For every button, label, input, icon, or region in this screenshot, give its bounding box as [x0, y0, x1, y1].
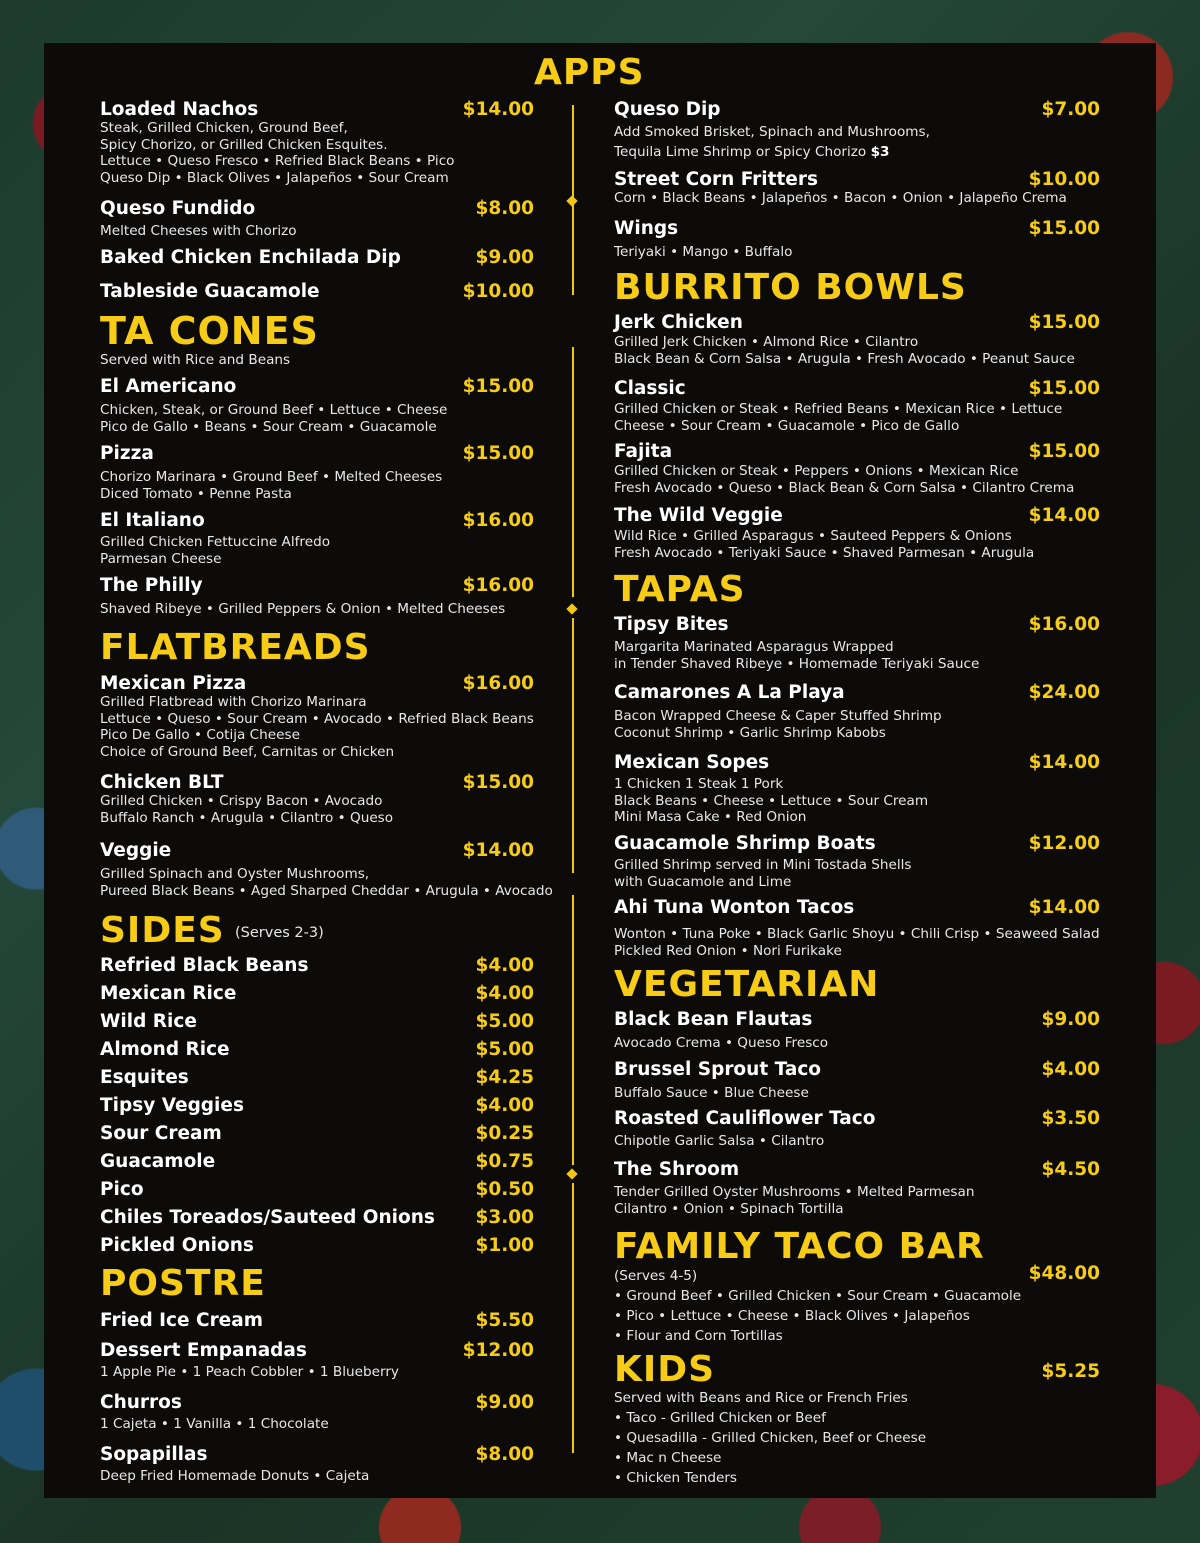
- item-price: $4.25: [475, 1067, 534, 1088]
- item-price: $10.00: [462, 281, 534, 302]
- item-description: [614, 334, 1075, 367]
- description-line: Lettuce • Queso • Sour Cream • Avocado • Refried Black Beans: [100, 710, 534, 727]
- item-name: Street Corn Fritters: [614, 169, 818, 190]
- column-divider: [572, 895, 574, 1165]
- item-description: [100, 402, 447, 435]
- description-line: Steak, Grilled Chicken, Ground Beef,: [100, 120, 348, 136]
- item-name: Dessert Empanadas: [100, 1340, 307, 1361]
- item-name: Mexican Rice: [100, 983, 237, 1004]
- item-price: $14.00: [1028, 897, 1100, 918]
- description-text: Tequila Lime Shrimp or Spicy Chorizo: [614, 144, 867, 160]
- item-description: [100, 469, 442, 502]
- description-line: Spicy Chorizo, or Grilled Chicken Esquites.: [100, 136, 388, 153]
- item-description: [614, 190, 1067, 207]
- item-name: Tipsy Bites: [614, 614, 729, 635]
- description-line: Fresh Avocado • Queso • Black Bean & Corn Salsa • Cilantro Crema: [614, 479, 1075, 496]
- description-line: Buffalo Ranch • Arugula • Cilantro • Queso: [100, 809, 394, 826]
- section-heading-family-taco-bar: FAMILY TACO BAR: [614, 1226, 985, 1267]
- item-name: Sour Cream: [100, 1123, 222, 1144]
- column-divider: [572, 618, 574, 873]
- item-price: $14.00: [462, 840, 534, 861]
- description-line: Diced Tomato • Penne Pasta: [100, 485, 292, 502]
- description-line: Melted Cheeses with Chorizo: [100, 223, 297, 239]
- section-heading-kids: KIDS: [614, 1349, 716, 1390]
- item-description: [614, 1184, 974, 1217]
- description-line: • Taco - Grilled Chicken or Beef: [614, 1410, 826, 1426]
- item-name: Baked Chicken Enchilada Dip: [100, 247, 401, 268]
- section-heading-ta-cones: TA CONES: [100, 309, 319, 353]
- description-line: Grilled Jerk Chicken • Almond Rice • Cilantro: [614, 334, 919, 350]
- item-name: Fried Ice Cream: [100, 1310, 263, 1331]
- item-name: Esquites: [100, 1067, 189, 1088]
- item-name: Queso Fundido: [100, 198, 256, 219]
- item-price: $14.00: [462, 99, 534, 120]
- description-line: Cheese • Sour Cream • Guacamole • Pico de Gallo: [614, 417, 960, 434]
- item-price: $0.75: [475, 1151, 534, 1172]
- item-name: Tableside Guacamole: [100, 281, 320, 302]
- description-line: (Serves 4-5): [614, 1268, 698, 1284]
- item-description: [614, 926, 1100, 959]
- item-price: $9.00: [475, 1392, 534, 1413]
- item-name: Loaded Nachos: [100, 99, 259, 120]
- section-heading-flatbreads: FLATBREADS: [100, 627, 371, 668]
- item-name: Guacamole: [100, 1151, 216, 1172]
- column-divider: [572, 347, 574, 597]
- item-name: Wings: [614, 218, 679, 239]
- item-name: Classic: [614, 378, 686, 399]
- item-price: $15.00: [462, 772, 534, 793]
- item-price: $16.00: [462, 673, 534, 694]
- description-line: Coconut Shrimp • Garlic Shrimp Kabobs: [614, 724, 886, 741]
- item-price: $0.25: [475, 1123, 534, 1144]
- item-name: Mexican Pizza: [100, 673, 247, 694]
- item-price: $12.00: [1028, 833, 1100, 854]
- item-description: [614, 857, 911, 890]
- description-line: Teriyaki • Mango • Buffalo: [614, 244, 793, 260]
- description-line: Pureed Black Beans • Aged Sharped Cheddar • Arugula • Avocado: [100, 882, 553, 899]
- item-price: $15.00: [1028, 218, 1100, 239]
- column-divider: [572, 1183, 574, 1453]
- description-line: • Mac n Cheese: [614, 1450, 722, 1466]
- item-price: $1.00: [475, 1235, 534, 1256]
- description-line: • Ground Beef • Grilled Chicken • Sour Cream • Guacamole: [614, 1288, 1022, 1304]
- description-line: Wild Rice • Grilled Asparagus • Sauteed Peppers & Onions: [614, 528, 1012, 544]
- divider-diamond: [566, 1168, 577, 1179]
- item-price: $0.50: [475, 1179, 534, 1200]
- addon-price: $3: [870, 144, 890, 160]
- item-description: [100, 793, 393, 826]
- description-line: Pico De Gallo • Cotija Cheese: [100, 727, 300, 744]
- item-name: Camarones A La Playa: [614, 682, 845, 703]
- description-line: • Quesadilla - Grilled Chicken, Beef or Cheese: [614, 1430, 927, 1446]
- item-description: [100, 534, 330, 567]
- item-description: [100, 120, 455, 186]
- item-price: $16.00: [1028, 614, 1100, 635]
- item-price: $5.00: [475, 1011, 534, 1032]
- item-description: [100, 694, 534, 760]
- item-name: Queso Dip: [614, 99, 721, 120]
- item-name: Chiles Toreados/Sauteed Onions: [100, 1207, 435, 1228]
- description-line: Black Bean & Corn Salsa • Arugula • Fresh Avocado • Peanut Sauce: [614, 350, 1075, 367]
- item-price: $14.00: [1028, 752, 1100, 773]
- description-line: • Pico • Lettuce • Cheese • Black Olives • Jalapeños: [614, 1308, 970, 1324]
- item-name: Ahi Tuna Wonton Tacos: [614, 897, 855, 918]
- description-line: • Chicken Tenders: [614, 1470, 738, 1486]
- item-price: $12.00: [462, 1340, 534, 1361]
- item-price: $16.00: [462, 510, 534, 531]
- description-line: Deep Fried Homemade Donuts • Cajeta: [100, 1468, 370, 1484]
- item-description: [614, 463, 1074, 496]
- item-description: [100, 1416, 329, 1433]
- description-line: 1 Cajeta • 1 Vanilla • 1 Chocolate: [100, 1416, 329, 1432]
- item-price: $8.00: [475, 198, 534, 219]
- item-price: $4.00: [475, 955, 534, 976]
- family-taco-bar-price: $48.00: [1028, 1263, 1100, 1284]
- sides-serves-note: (Serves 2-3): [235, 925, 324, 941]
- item-price: $5.00: [475, 1039, 534, 1060]
- item-name: Veggie: [100, 840, 172, 861]
- item-price: $15.00: [462, 443, 534, 464]
- item-price: $7.00: [1041, 99, 1100, 120]
- item-description: [100, 223, 297, 240]
- description-line: Queso Dip • Black Olives • Jalapeños • Sour Cream: [100, 169, 449, 186]
- description-line: Margarita Marinated Asparagus Wrapped: [614, 639, 894, 655]
- item-price: $15.00: [462, 376, 534, 397]
- description-line: Grilled Chicken or Steak • Refried Beans • Mexican Rice • Lettuce: [614, 401, 1063, 417]
- item-name: Tipsy Veggies: [100, 1095, 244, 1116]
- description-line: Tender Grilled Oyster Mushrooms • Melted Parmesan: [614, 1184, 975, 1200]
- description-line: Pickled Red Onion • Nori Furikake: [614, 942, 842, 959]
- kids-price: $5.25: [1041, 1361, 1100, 1382]
- description-line: Add Smoked Brisket, Spinach and Mushrooms,: [614, 124, 930, 140]
- item-description: [614, 708, 942, 741]
- section-subtitle: Served with Rice and Beans: [100, 352, 291, 368]
- description-line: Avocado Crema • Queso Fresco: [614, 1035, 829, 1051]
- item-name: Roasted Cauliflower Taco: [614, 1108, 876, 1129]
- item-price: $15.00: [1028, 312, 1100, 333]
- item-description: [100, 866, 553, 899]
- item-description: [614, 1085, 809, 1102]
- description-line: Chicken, Steak, or Ground Beef • Lettuce • Cheese: [100, 402, 448, 418]
- item-price: $9.00: [475, 247, 534, 268]
- item-price: $24.00: [1028, 682, 1100, 703]
- item-name: Pickled Onions: [100, 1235, 254, 1256]
- item-price: $3.00: [475, 1207, 534, 1228]
- description-line: with Guacamole and Lime: [614, 873, 792, 890]
- item-description: [614, 122, 930, 162]
- kids-description: [614, 1388, 926, 1488]
- section-heading-apps: APPS: [534, 52, 645, 93]
- description-line: Bacon Wrapped Cheese & Caper Stuffed Shrimp: [614, 708, 942, 724]
- item-description: [614, 401, 1062, 434]
- item-name: Refried Black Beans: [100, 955, 309, 976]
- description-line: Lettuce • Queso Fresco • Refried Black Beans • Pico: [100, 153, 455, 170]
- section-heading-postre: POSTRE: [100, 1263, 266, 1304]
- item-price: $9.00: [1041, 1009, 1100, 1030]
- item-description: [614, 244, 792, 261]
- item-description: [100, 601, 505, 618]
- divider-diamond: [566, 195, 577, 206]
- item-description: [614, 776, 928, 826]
- section-heading-vegetarian: VEGETARIAN: [614, 964, 880, 1005]
- description-line: Grilled Shrimp served in Mini Tostada Shells: [614, 857, 912, 873]
- description-line: 1 Chicken 1 Steak 1 Pork: [614, 776, 784, 792]
- item-name: El Americano: [100, 376, 237, 397]
- item-name: Guacamole Shrimp Boats: [614, 833, 876, 854]
- item-name: El Italiano: [100, 510, 205, 531]
- description-line: Black Beans • Cheese • Lettuce • Sour Cream: [614, 792, 929, 809]
- item-description: [614, 1133, 824, 1150]
- item-name: Almond Rice: [100, 1039, 230, 1060]
- section-heading-sides: SIDES: [100, 910, 225, 951]
- item-price: $4.50: [1041, 1159, 1100, 1180]
- item-name: Pico: [100, 1179, 144, 1200]
- description-line: Cilantro • Onion • Spinach Tortilla: [614, 1200, 844, 1217]
- description-line: Wonton • Tuna Poke • Black Garlic Shoyu • Chili Crisp • Seaweed Salad: [614, 926, 1100, 942]
- description-line: Grilled Chicken • Crispy Bacon • Avocado: [100, 793, 383, 809]
- item-name: Wild Rice: [100, 1011, 197, 1032]
- description-line: Choice of Ground Beef, Carnitas or Chicken: [100, 743, 395, 760]
- description-line: Shaved Ribeye • Grilled Peppers & Onion • Melted Cheeses: [100, 601, 506, 617]
- description-line: Mini Masa Cake • Red Onion: [614, 809, 807, 826]
- item-description: [100, 1468, 369, 1485]
- description-line: in Tender Shaved Ribeye • Homemade Teriyaki Sauce: [614, 655, 980, 672]
- item-name: Chicken BLT: [100, 772, 224, 793]
- description-line: Served with Beans and Rice or French Fries: [614, 1390, 908, 1406]
- item-price: $4.00: [475, 1095, 534, 1116]
- section-heading-burrito-bowls: BURRITO BOWLS: [614, 267, 967, 308]
- item-price: $4.00: [475, 983, 534, 1004]
- menu-panel: [44, 43, 1156, 1498]
- item-price: $10.00: [1028, 169, 1100, 190]
- description-line: Parmesan Cheese: [100, 550, 222, 567]
- description-line: Corn • Black Beans • Jalapeños • Bacon • Onion • Jalapeño Crema: [614, 190, 1067, 206]
- item-price: $4.00: [1041, 1059, 1100, 1080]
- item-description: [614, 639, 979, 672]
- item-name: Churros: [100, 1392, 182, 1413]
- description-line: Fresh Avocado • Teriyaki Sauce • Shaved Parmesan • Arugula: [614, 544, 1035, 561]
- item-price: $14.00: [1028, 505, 1100, 526]
- item-price: $16.00: [462, 575, 534, 596]
- description-line: • Flour and Corn Tortillas: [614, 1328, 783, 1344]
- item-price: $3.50: [1041, 1108, 1100, 1129]
- item-name: Sopapillas: [100, 1444, 208, 1465]
- description-line: Buffalo Sauce • Blue Cheese: [614, 1085, 809, 1101]
- description-line: Pico de Gallo • Beans • Sour Cream • Guacamole: [100, 418, 437, 435]
- item-name: Black Bean Flautas: [614, 1009, 813, 1030]
- description-line: [614, 142, 930, 162]
- description-line: Chipotle Garlic Salsa • Cilantro: [614, 1133, 825, 1149]
- item-name: Pizza: [100, 443, 154, 464]
- item-price: $15.00: [1028, 378, 1100, 399]
- description-line: Grilled Chicken or Steak • Peppers • Onions • Mexican Rice: [614, 463, 1019, 479]
- description-line: Grilled Chicken Fettuccine Alfredo: [100, 534, 331, 550]
- item-name: The Wild Veggie: [614, 505, 783, 526]
- description-line: Grilled Spinach and Oyster Mushrooms,: [100, 866, 370, 882]
- item-price: $15.00: [1028, 441, 1100, 462]
- item-description: [614, 528, 1034, 561]
- item-name: Mexican Sopes: [614, 752, 770, 773]
- family-taco-bar-description: [614, 1266, 1021, 1346]
- item-name: The Shroom: [614, 1159, 740, 1180]
- item-description: [614, 1035, 828, 1052]
- item-name: Brussel Sprout Taco: [614, 1059, 821, 1080]
- description-line: Chorizo Marinara • Ground Beef • Melted Cheeses: [100, 469, 443, 485]
- description-line: Grilled Flatbread with Chorizo Marinara: [100, 694, 367, 710]
- item-name: The Philly: [100, 575, 203, 596]
- item-price: $5.50: [475, 1310, 534, 1331]
- divider-diamond: [566, 603, 577, 614]
- item-name: Jerk Chicken: [614, 312, 743, 333]
- item-description: [100, 1364, 399, 1381]
- description-line: 1 Apple Pie • 1 Peach Cobbler • 1 Blueberry: [100, 1364, 399, 1380]
- section-heading-tapas: TAPAS: [614, 569, 746, 610]
- item-price: $8.00: [475, 1444, 534, 1465]
- item-name: Fajita: [614, 441, 673, 462]
